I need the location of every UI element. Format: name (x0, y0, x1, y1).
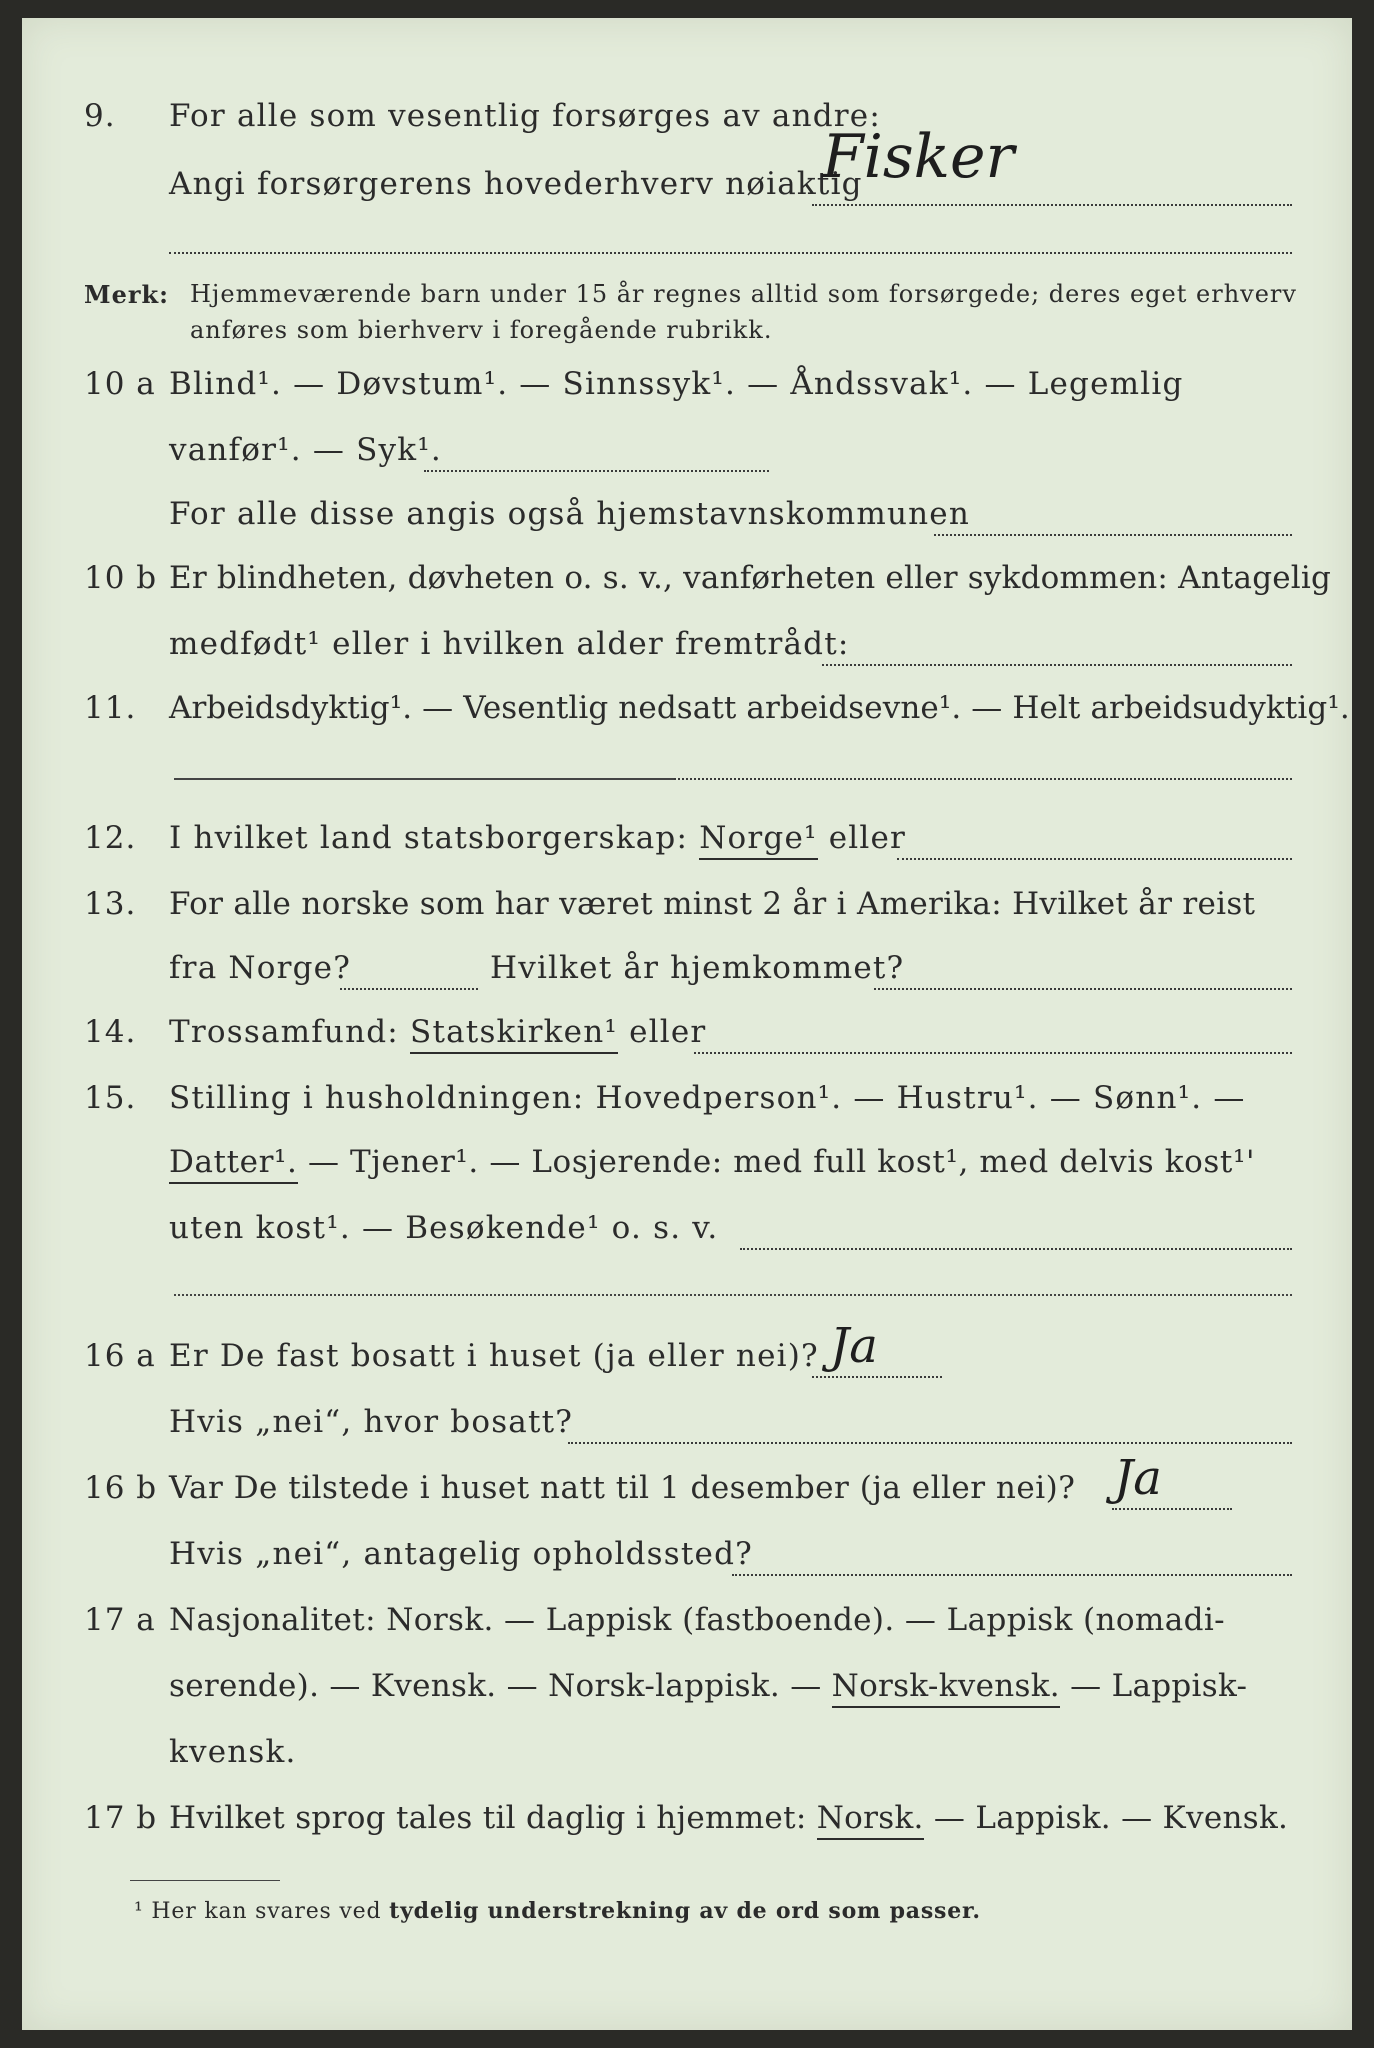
question-number: 16 a (84, 1338, 156, 1374)
question-13-line-2 (22, 950, 1352, 1002)
underlined-answer: Norsk-kvensk. (831, 1668, 1060, 1704)
question-15-line-2 (22, 1144, 1352, 1196)
answer-line (169, 252, 1292, 254)
question-text-end: eller (828, 820, 907, 856)
question-15 (22, 1080, 1352, 1132)
answer-line (812, 204, 1292, 206)
handwritten-answer: Ja (1114, 1450, 1162, 1506)
question-text: uten kost¹. — Besøkende¹ o. s. v. (169, 1210, 719, 1246)
question-number: 15. (84, 1080, 137, 1116)
question-17a-line-3 (22, 1734, 1352, 1786)
question-text (169, 1014, 706, 1050)
answer-line (812, 1376, 942, 1378)
question-9-line-2 (22, 122, 1352, 218)
question-number: 10 a (84, 366, 156, 402)
question-text-start: I hvilket land statsborgerskap: (169, 820, 689, 856)
question-number: 9. (84, 98, 116, 134)
question-text: fra Norge? (169, 950, 352, 986)
footnote (134, 1898, 981, 1924)
question-text-end: — Lappisk- (1070, 1668, 1248, 1704)
answer-line (174, 1294, 1292, 1296)
footnote-divider (130, 1880, 280, 1881)
underlined-answer: Norsk. (816, 1800, 924, 1836)
answer-line (874, 988, 1292, 990)
question-number: 13. (84, 886, 137, 922)
question-16b (22, 1450, 1352, 1522)
question-text: Angi forsørgerens hovederhverv nøiaktig (169, 166, 863, 202)
question-16a-line-2 (22, 1404, 1352, 1456)
question-number: 11. (84, 690, 137, 726)
question-text-start: Trossamfund: (169, 1014, 399, 1050)
question-text: Hvis „nei“, hvor bosatt? (169, 1404, 574, 1440)
question-text: Var De tilstede i huset natt til 1 desember (ja eller nei)? (169, 1470, 1076, 1506)
handwritten-answer: Ja (830, 1318, 878, 1374)
question-16a (22, 1318, 1352, 1390)
question-text: Stilling i husholdningen: Hovedperson¹. — Hustru¹. — Sønn¹. — (169, 1080, 1246, 1116)
footnote-mark: ¹ (134, 1899, 144, 1924)
answer-line (822, 664, 1292, 666)
question-15-line-3 (22, 1210, 1352, 1262)
underlined-answer: Datter¹. (169, 1144, 298, 1180)
note-label: Merk: (84, 280, 169, 309)
question-text: Hvilket år hjemkommet? (490, 950, 905, 986)
question-17a (22, 1602, 1352, 1654)
question-text: Hvis „nei“, antagelig opholdssted? (169, 1536, 753, 1572)
question-13 (22, 886, 1352, 938)
question-text: For alle som vesentlig forsørges av andre: (169, 98, 881, 134)
question-number: 10 b (84, 560, 158, 596)
question-text-end: — Tjener¹. — Losjerende: med full kost¹, med delvis kost¹' (307, 1144, 1256, 1180)
question-text (169, 1668, 1247, 1704)
answer-line (424, 470, 769, 472)
question-text: Er blindheten, døvheten o. s. v., vanførheten eller sykdommen: Antagelig (169, 560, 1332, 596)
question-text-end: eller (629, 1014, 707, 1050)
question-number: 17 a (84, 1602, 156, 1638)
question-17b (22, 1800, 1352, 1852)
question-text: Nasjonalitet: Norsk. — Lappisk (fastboende). — Lappisk (nomadi- (169, 1602, 1226, 1638)
question-10a-line-2 (22, 432, 1352, 484)
question-10a-line-3 (22, 496, 1352, 548)
question-text: vanfør¹. — Syk¹. (169, 432, 442, 468)
question-17a-line-2 (22, 1668, 1352, 1720)
answer-line (732, 1574, 1292, 1576)
answer-line (340, 988, 478, 990)
question-number: 17 b (84, 1800, 158, 1836)
question-text: Arbeidsdyktig¹. — Vesentlig nedsatt arbeidsevne¹. — Helt arbeidsudyktig¹. (169, 690, 1350, 726)
question-text (169, 1800, 1288, 1836)
handwritten-answer: Fisker (822, 122, 1015, 192)
question-16b-line-2 (22, 1536, 1352, 1588)
question-text-start: serende). — Kvensk. — Norsk-lappisk. — (169, 1668, 822, 1704)
question-number: 16 b (84, 1470, 158, 1506)
note-text: Hjemmeværende barn under 15 år regnes alltid som forsørgede; deres eget erhverv (190, 280, 1297, 308)
answer-line (1112, 1508, 1232, 1510)
question-10a (22, 366, 1352, 418)
census-form-page (22, 18, 1352, 2030)
question-14 (22, 1014, 1352, 1066)
answer-line (674, 778, 1292, 780)
answer-line (740, 1248, 1292, 1250)
question-9 (22, 98, 1352, 150)
question-text-start: Hvilket sprog tales til daglig i hjemmet: (169, 1800, 807, 1836)
question-text-end: — Lappisk. — Kvensk. (933, 1800, 1289, 1836)
answer-line (897, 858, 1292, 860)
question-text: Blind¹. — Døvstum¹. — Sinnssyk¹. — Åndssvak¹. — Legemlig (169, 366, 1184, 402)
question-text: For alle norske som har været minst 2 år i Amerika: Hvilket år reist (169, 886, 1256, 922)
question-text: kvensk. (169, 1734, 297, 1770)
question-text: medfødt¹ eller i hvilken alder fremtrådt: (169, 626, 850, 662)
footnote-bold-text: tydelig understrekning av de ord som passer. (389, 1898, 981, 1924)
question-text (169, 820, 906, 856)
question-10b (22, 560, 1352, 612)
answer-line (568, 1442, 1292, 1444)
question-11 (22, 690, 1352, 742)
answer-line (694, 1052, 1292, 1054)
question-text: Er De fast bosatt i huset (ja eller nei)? (169, 1338, 819, 1374)
underlined-answer: Statskirken¹ (410, 1014, 618, 1050)
question-12 (22, 820, 1352, 872)
question-number: 14. (84, 1014, 137, 1050)
question-text (169, 1144, 1255, 1180)
footnote-text: Her kan svares ved (151, 1899, 382, 1924)
underlined-answer: Norge¹ (699, 820, 818, 856)
question-10b-line-2 (22, 626, 1352, 678)
note-text: anføres som bierhverv i foregående rubrikk. (190, 316, 773, 344)
question-text: For alle disse angis også hjemstavnskommunen (169, 496, 970, 532)
question-number: 12. (84, 820, 137, 856)
answer-line (934, 534, 1292, 536)
answer-line (174, 778, 674, 780)
